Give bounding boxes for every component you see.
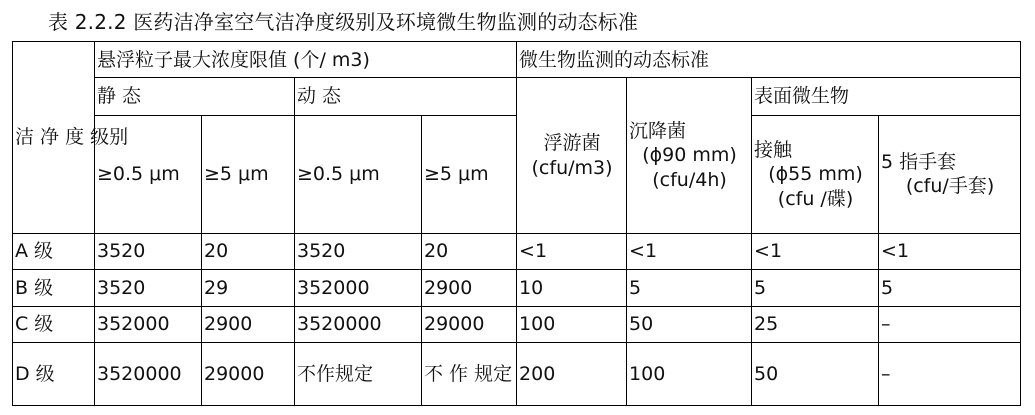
p05-static-cell: 352000 xyxy=(95,306,202,342)
glove-header-line-2: (cfu/手套) xyxy=(905,175,995,198)
p5-static-cell: 29 xyxy=(202,270,295,306)
p05-dynamic-cell: 3520000 xyxy=(295,306,422,342)
p05-static-cell: 3520 xyxy=(95,233,202,269)
grade-cell: B 级 xyxy=(13,270,95,306)
contact-header-line-2: (ϕ55 mm) xyxy=(768,163,863,186)
surface-header: 表面微生物 xyxy=(752,78,1021,116)
grade-cell: A 级 xyxy=(13,233,95,269)
contact-cell: 50 xyxy=(752,343,879,406)
p05-static-cell: 3520000 xyxy=(95,343,202,406)
static-header: 静 态 xyxy=(95,78,295,116)
settle-header-line-1: 沉降菌 xyxy=(629,120,687,143)
p5-dynamic-header: ≥5 μm xyxy=(422,115,517,233)
table-row xyxy=(13,306,1021,342)
p05-dynamic-cell: 3520 xyxy=(295,233,422,269)
grade-cell: D 级 xyxy=(13,343,95,406)
contact-cell: 5 xyxy=(752,270,879,306)
plankton-cell: 100 xyxy=(517,306,627,342)
settle-cell: 5 xyxy=(627,270,752,306)
settle-cell: 50 xyxy=(627,306,752,342)
header-row-1 xyxy=(13,42,1021,78)
settle-header-line-2: (ϕ90 mm) xyxy=(642,144,737,167)
contact-cell: 25 xyxy=(752,306,879,342)
glove-cell: <1 xyxy=(879,233,1021,269)
cleanroom-standards-table xyxy=(12,41,1021,406)
contact-header xyxy=(752,115,879,233)
p5-static-cell: 29000 xyxy=(202,343,295,406)
table-row xyxy=(13,343,1021,406)
glove-cell: 5 xyxy=(879,270,1021,306)
header-row-2 xyxy=(13,78,1021,116)
p5-static-header: ≥5 μm xyxy=(202,115,295,233)
plankton-cell: 10 xyxy=(517,270,627,306)
glove-header xyxy=(879,115,1021,233)
microbe-group-header: 微生物监测的动态标准 xyxy=(517,42,1021,78)
plankton-cell: 200 xyxy=(517,343,627,406)
p5-dynamic-cell: 不 作 规定 xyxy=(422,343,517,406)
contact-header-line-1: 接触 xyxy=(754,138,793,161)
p05-dynamic-header: ≥0.5 μm xyxy=(295,115,422,233)
glove-cell: – xyxy=(879,306,1021,342)
p5-static-cell: 20 xyxy=(202,233,295,269)
p05-dynamic-cell: 不作规定 xyxy=(295,343,422,406)
contact-header-line-3: (cfu /碟) xyxy=(777,187,854,210)
plankton-cell: <1 xyxy=(517,233,627,269)
dynamic-header: 动 态 xyxy=(295,78,517,116)
plankton-header-line-1: 浮游菌 xyxy=(543,132,601,155)
p5-dynamic-cell: 2900 xyxy=(422,270,517,306)
plankton-header-line-2: (cfu/m3) xyxy=(531,156,613,179)
p05-dynamic-cell: 352000 xyxy=(295,270,422,306)
table-row xyxy=(13,270,1021,306)
p5-dynamic-cell: 29000 xyxy=(422,306,517,342)
table-caption: 表 2.2.2 医药洁净室空气洁净度级别及环境微生物监测的动态标准 xyxy=(48,10,639,34)
settle-header xyxy=(627,78,752,234)
p05-static-cell: 3520 xyxy=(95,270,202,306)
header-row-3 xyxy=(13,115,1021,233)
settle-cell: <1 xyxy=(627,233,752,269)
particles-group-header: 悬浮粒子最大浓度限值 (个/ m3) xyxy=(95,42,517,78)
grade-cell: C 级 xyxy=(13,306,95,342)
contact-cell: <1 xyxy=(752,233,879,269)
plankton-header xyxy=(517,78,627,234)
settle-cell: 100 xyxy=(627,343,752,406)
settle-header-line-3: (cfu/4h) xyxy=(652,168,727,191)
glove-header-line-1: 5 指手套 xyxy=(881,151,957,174)
table-row xyxy=(13,233,1021,269)
p5-static-cell: 2900 xyxy=(202,306,295,342)
glove-cell: – xyxy=(879,343,1021,406)
grade-header: 洁 净 度 级别 xyxy=(13,42,95,234)
p05-static-header: ≥0.5 μm xyxy=(95,115,202,233)
p5-dynamic-cell: 20 xyxy=(422,233,517,269)
